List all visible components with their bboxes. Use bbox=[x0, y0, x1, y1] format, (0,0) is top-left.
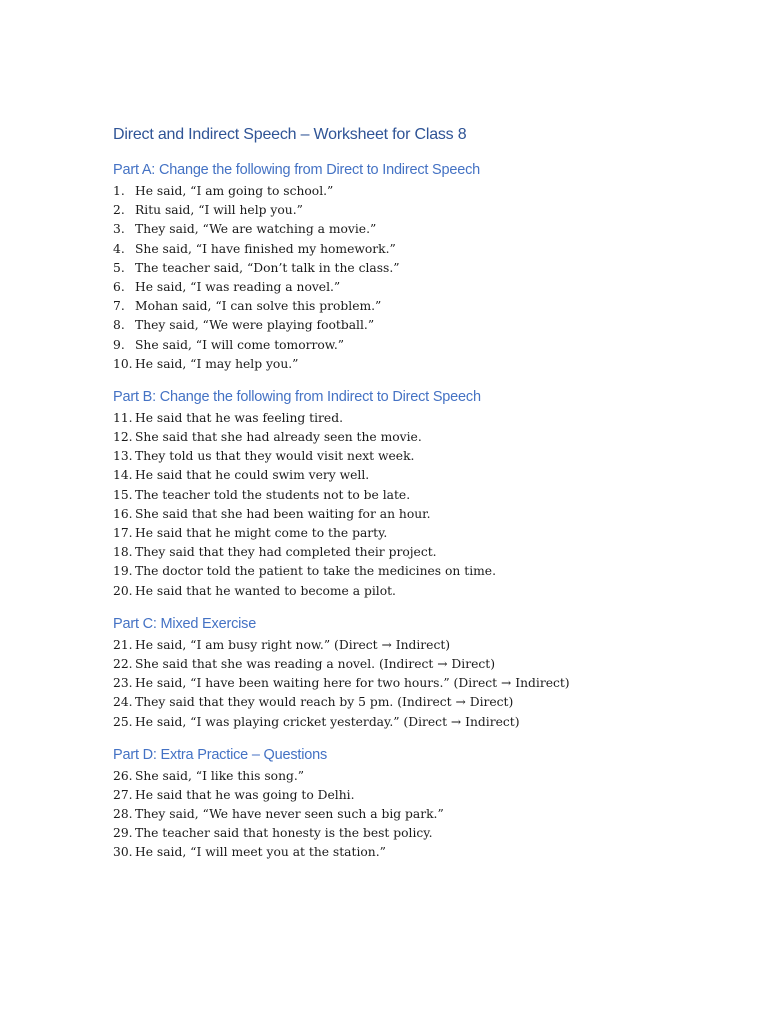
item-number: 8. bbox=[113, 318, 125, 333]
item-text: They said, “We are watching a movie.” bbox=[135, 222, 377, 237]
item-number: 11. bbox=[113, 410, 133, 425]
item-number: 10. bbox=[113, 356, 133, 371]
item-text: She said, “I like this song.” bbox=[135, 768, 305, 783]
document-title: Direct and Indirect Speech – Worksheet for Class 8 bbox=[113, 126, 467, 143]
item-text: He said that he was feeling tired. bbox=[135, 410, 343, 425]
item-number: 27. bbox=[113, 787, 133, 802]
question-list bbox=[113, 767, 733, 863]
item-text: He said, “I was playing cricket yesterday.” (Direct → Indirect) bbox=[135, 714, 520, 729]
item-number: 6. bbox=[113, 279, 125, 294]
list-item bbox=[113, 278, 733, 297]
item-number: 25. bbox=[113, 714, 133, 729]
item-number: 23. bbox=[113, 676, 133, 691]
item-text: They said that they had completed their project. bbox=[135, 545, 437, 560]
item-text: The teacher said that honesty is the best policy. bbox=[135, 826, 433, 841]
section-heading: Part D: Extra Practice – Questions bbox=[113, 746, 328, 763]
item-text: They said, “We have never seen such a big park.” bbox=[135, 807, 444, 822]
section-a bbox=[113, 160, 733, 374]
item-number: 3. bbox=[113, 222, 125, 237]
item-text: She said, “I have finished my homework.” bbox=[135, 241, 396, 256]
list-item bbox=[113, 674, 733, 693]
item-number: 24. bbox=[113, 695, 133, 710]
item-text: Mohan said, “I can solve this problem.” bbox=[135, 299, 382, 314]
item-text: Ritu said, “I will help you.” bbox=[135, 203, 303, 218]
list-item bbox=[113, 409, 733, 428]
worksheet-page bbox=[113, 124, 733, 876]
item-text: He said, “I am going to school.” bbox=[135, 184, 334, 198]
item-number: 21. bbox=[113, 637, 133, 652]
section-d bbox=[113, 745, 733, 863]
item-number: 28. bbox=[113, 807, 133, 822]
item-number: 2. bbox=[113, 203, 125, 218]
list-item bbox=[113, 336, 733, 355]
item-number: 15. bbox=[113, 487, 133, 502]
list-item bbox=[113, 201, 733, 220]
item-number: 18. bbox=[113, 545, 133, 560]
item-number: 26. bbox=[113, 768, 133, 783]
section-heading: Part C: Mixed Exercise bbox=[113, 615, 257, 632]
list-item bbox=[113, 713, 733, 732]
item-number: 30. bbox=[113, 845, 133, 860]
list-item bbox=[113, 259, 733, 278]
list-item bbox=[113, 543, 733, 562]
list-item bbox=[113, 636, 733, 655]
item-text: They said, “We were playing football.” bbox=[135, 318, 375, 333]
section-c bbox=[113, 614, 733, 732]
item-text: He said that he might come to the party. bbox=[135, 526, 388, 540]
section-heading: Part A: Change the following from Direct to Indirect Speech bbox=[113, 162, 481, 178]
list-item bbox=[113, 297, 733, 316]
section-heading: Part B: Change the following from Indirect to Direct Speech bbox=[113, 388, 481, 405]
item-number: 7. bbox=[113, 299, 125, 314]
list-item bbox=[113, 316, 733, 335]
item-text: The teacher told the students not to be late. bbox=[135, 487, 411, 502]
item-text: He said, “I am busy right now.” (Direct → Indirect) bbox=[135, 637, 451, 652]
item-number: 29. bbox=[113, 826, 133, 841]
item-text: She said that she was reading a novel. (Indirect → Direct) bbox=[135, 656, 496, 671]
list-item bbox=[113, 240, 733, 259]
list-item bbox=[113, 220, 733, 239]
item-number: 12. bbox=[113, 430, 133, 445]
list-item bbox=[113, 524, 733, 543]
list-item bbox=[113, 767, 733, 786]
item-number: 22. bbox=[113, 656, 133, 671]
item-text: She said that she had been waiting for an hour. bbox=[135, 506, 431, 521]
question-list bbox=[113, 409, 733, 601]
item-number: 4. bbox=[113, 241, 125, 256]
list-item bbox=[113, 843, 733, 862]
question-list bbox=[113, 636, 733, 732]
list-item bbox=[113, 182, 733, 201]
list-item bbox=[113, 562, 733, 581]
list-item bbox=[113, 786, 733, 805]
item-text: He said that he could swim very well. bbox=[135, 468, 370, 483]
item-text: He said, “I was reading a novel.” bbox=[135, 279, 341, 294]
item-text: He said that he was going to Delhi. bbox=[135, 787, 355, 802]
item-number: 20. bbox=[113, 583, 133, 598]
item-number: 17. bbox=[113, 526, 133, 540]
list-item bbox=[113, 355, 733, 374]
list-item bbox=[113, 486, 733, 505]
list-item bbox=[113, 447, 733, 466]
item-text: He said that he wanted to become a pilot. bbox=[135, 583, 396, 598]
list-item bbox=[113, 805, 733, 824]
list-item bbox=[113, 655, 733, 674]
item-number: 9. bbox=[113, 337, 125, 352]
list-item bbox=[113, 582, 733, 601]
list-item bbox=[113, 466, 733, 485]
item-text: They said that they would reach by 5 pm. (Indirect → Direct) bbox=[135, 695, 514, 710]
item-text: The teacher said, “Don’t talk in the class.” bbox=[135, 260, 400, 275]
question-list bbox=[113, 182, 733, 374]
section-b bbox=[113, 387, 733, 601]
item-number: 5. bbox=[113, 260, 125, 275]
item-number: 1. bbox=[113, 184, 125, 198]
list-item bbox=[113, 824, 733, 843]
item-number: 14. bbox=[113, 468, 133, 483]
item-number: 19. bbox=[113, 564, 133, 579]
item-text: He said, “I will meet you at the station.” bbox=[135, 845, 386, 860]
item-number: 13. bbox=[113, 449, 133, 464]
item-text: The doctor told the patient to take the medicines on time. bbox=[135, 564, 496, 579]
item-text: She said, “I will come tomorrow.” bbox=[135, 337, 345, 352]
item-text: She said that she had already seen the movie. bbox=[135, 430, 422, 445]
item-number: 16. bbox=[113, 506, 133, 521]
list-item bbox=[113, 693, 733, 712]
item-text: They told us that they would visit next week. bbox=[135, 449, 415, 464]
sections-container bbox=[113, 160, 733, 863]
list-item bbox=[113, 505, 733, 524]
list-item bbox=[113, 428, 733, 447]
item-text: He said, “I have been waiting here for two hours.” (Direct → Indirect) bbox=[135, 676, 570, 691]
item-text: He said, “I may help you.” bbox=[135, 356, 299, 371]
